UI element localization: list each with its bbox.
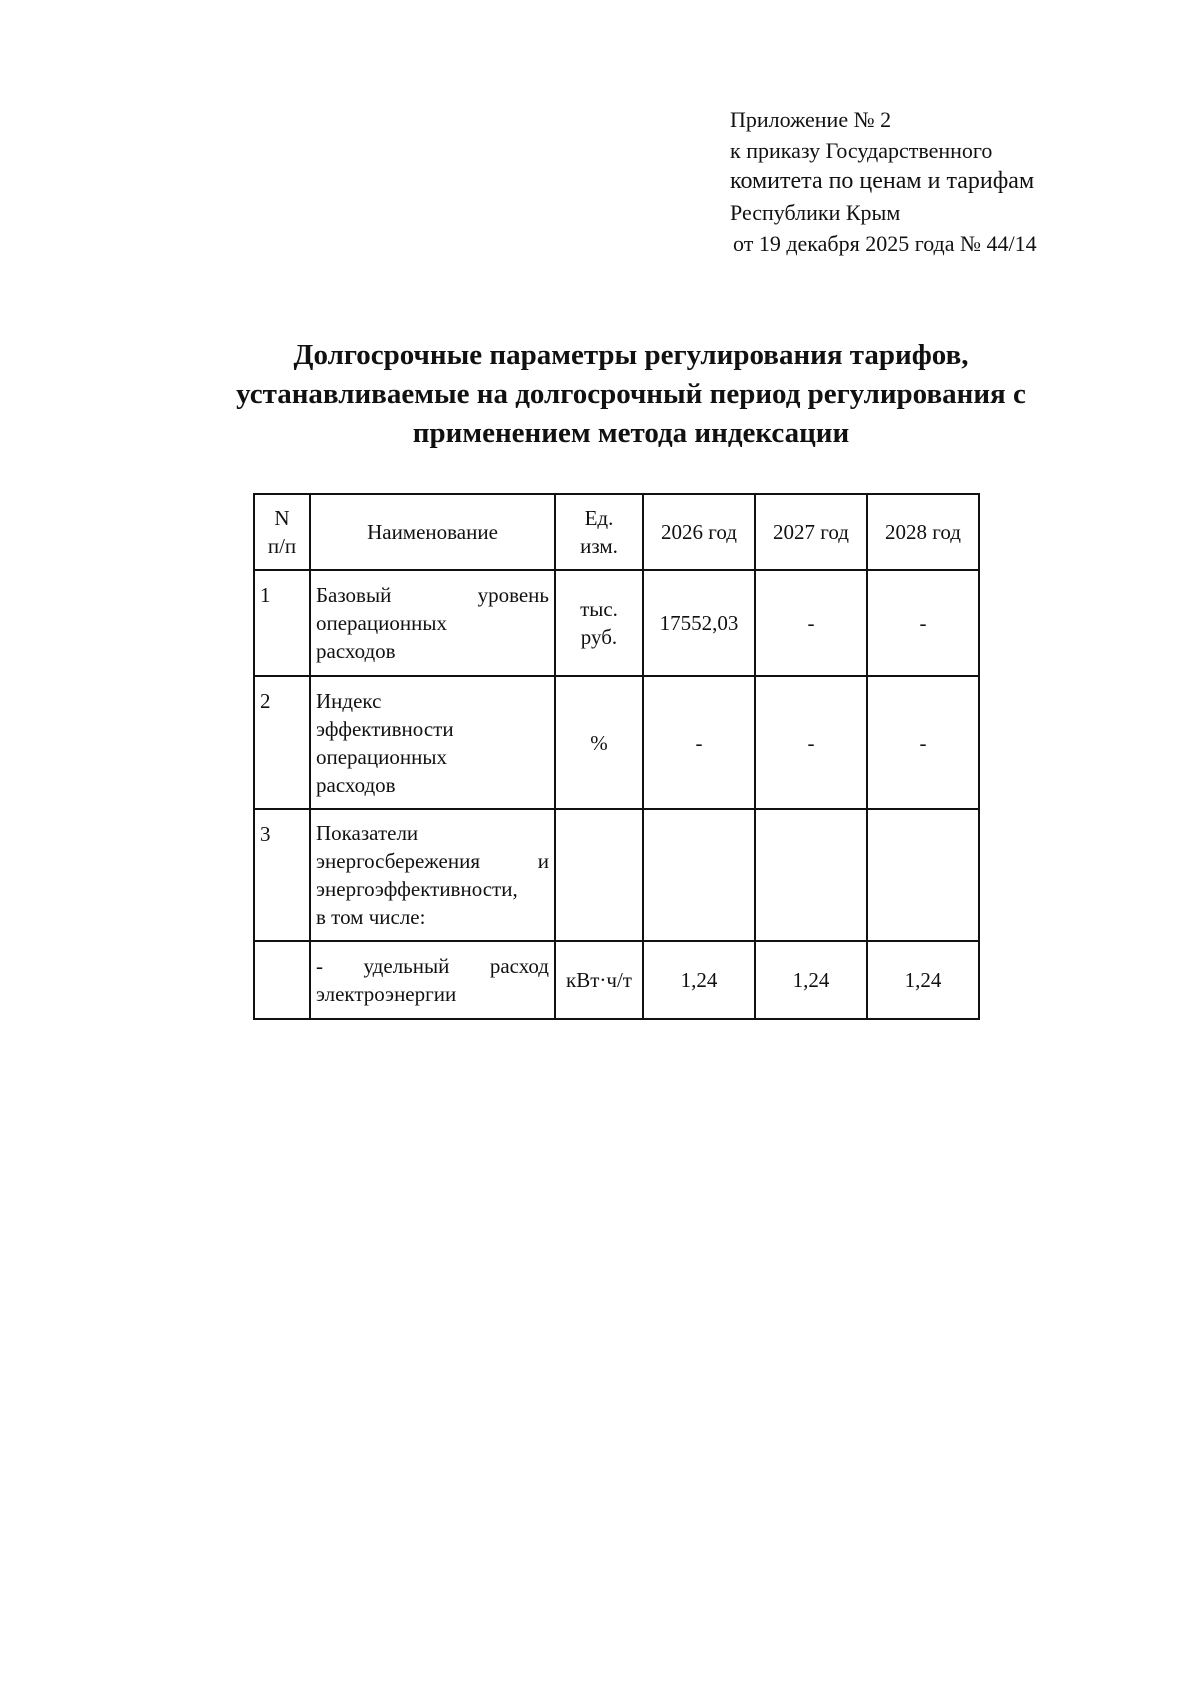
row-name: Базовый уровень операционных расходов (310, 570, 555, 676)
header-2028: 2028 год (867, 494, 979, 570)
header-2027: 2027 год (755, 494, 867, 570)
appendix-committee: комитета по ценам и тарифам (730, 168, 1035, 194)
value-2028: 1,24 (867, 941, 979, 1019)
row-number: 3 (254, 809, 310, 941)
value-2027 (755, 809, 867, 941)
header-number: N п/п (254, 494, 310, 570)
row-name: Показатели энергосбережения и энергоэффективности, в том числе: (310, 809, 555, 941)
value-2028 (867, 809, 979, 941)
value-2027: 1,24 (755, 941, 867, 1019)
value-2026 (643, 809, 755, 941)
row-unit: тыс. руб. (555, 570, 643, 676)
row-unit (555, 809, 643, 941)
appendix-header (730, 104, 1037, 259)
row-number: 2 (254, 676, 310, 809)
table-row (254, 570, 979, 676)
title-line-2: устанавливаемые на долгосрочный период регулирования с (236, 378, 1026, 410)
title-line-3: применением метода индексации (412, 417, 850, 449)
appendix-number: Приложение № 2 (730, 107, 892, 132)
value-2027: - (755, 676, 867, 809)
value-2028: - (867, 570, 979, 676)
appendix-date-number: от 19 декабря 2025 года № 44/14 (733, 231, 1037, 256)
parameters-table (253, 493, 980, 1020)
row-name: Индекс эффективности операционных расходов (310, 676, 555, 809)
table-row (254, 941, 979, 1019)
header-2026: 2026 год (643, 494, 755, 570)
value-2026: - (643, 676, 755, 809)
row-unit: кВт·ч/т (555, 941, 643, 1019)
value-2027: - (755, 570, 867, 676)
appendix-order-ref: к приказу Государственного (730, 138, 993, 163)
row-number (254, 941, 310, 1019)
table-row (254, 676, 979, 809)
appendix-region: Республики Крым (730, 200, 901, 225)
row-name: - удельный расход электроэнергии (310, 941, 555, 1019)
title-line-1: Долгосрочные параметры регулирования тарифов, (293, 339, 969, 371)
table-header-row (254, 494, 979, 570)
value-2028: - (867, 676, 979, 809)
document-title (0, 336, 1200, 453)
row-number: 1 (254, 570, 310, 676)
row-unit: % (555, 676, 643, 809)
value-2026: 17552,03 (643, 570, 755, 676)
header-unit: Ед. изм. (555, 494, 643, 570)
table-row (254, 809, 979, 941)
header-name: Наименование (310, 494, 555, 570)
value-2026: 1,24 (643, 941, 755, 1019)
